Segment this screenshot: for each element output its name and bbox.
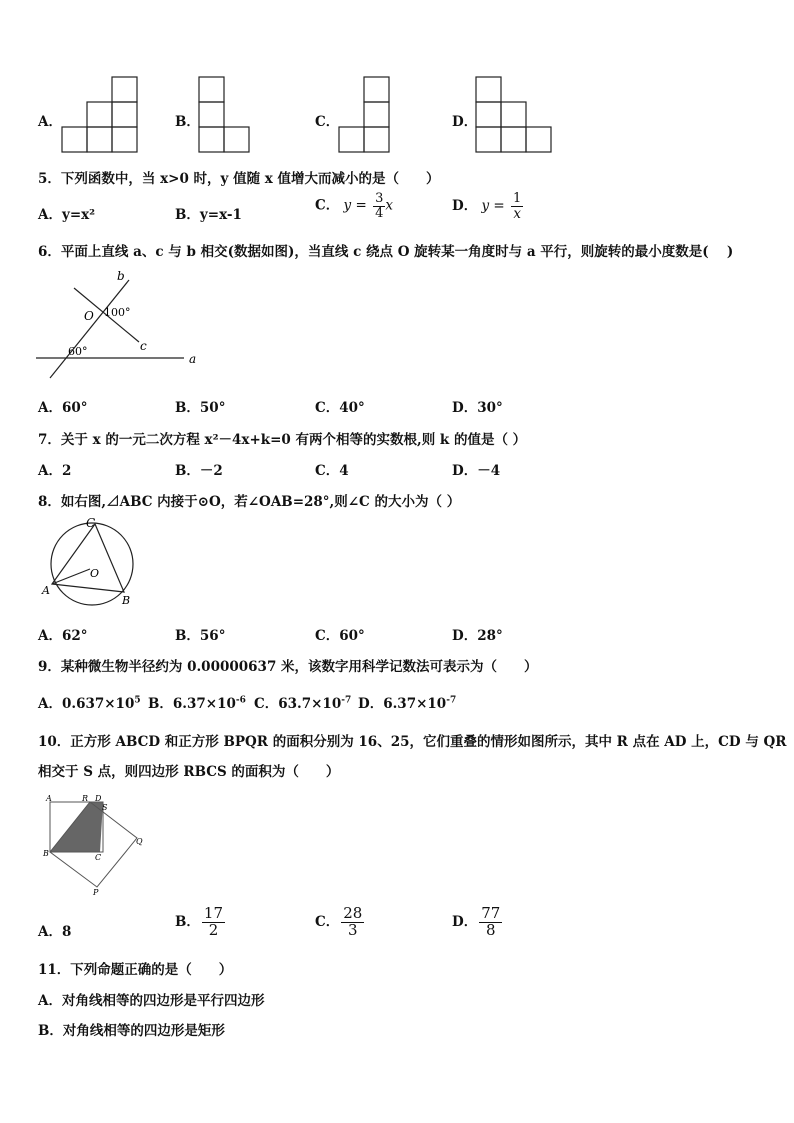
q4-figure-d — [474, 76, 554, 156]
q9-c-base: C．63.7×10 — [254, 696, 342, 712]
q4-figure-a — [60, 76, 140, 156]
label-a: a — [189, 352, 197, 366]
line-b — [50, 280, 129, 378]
q10-figure — [40, 792, 150, 900]
label-c: C — [95, 853, 102, 862]
q10-option-d-label: D． — [452, 913, 478, 930]
label-c: C — [86, 516, 96, 530]
q6-figure — [34, 268, 209, 383]
q9-a-exp: 5 — [134, 695, 141, 706]
q10-stem-line2: 相交于 S 点，则四边形 RBCS 的面积为（ ） — [38, 764, 340, 780]
q5-option-c — [315, 192, 393, 220]
label-d: D — [95, 794, 102, 803]
q10-c-denominator: 3 — [348, 920, 358, 939]
q9-c-exp: 7 — [344, 695, 352, 706]
q8-option-a: A．62° — [38, 628, 88, 644]
q9-stem: 9．某种微生物半径约为 0.00000637 米，该数字用科学记数法可表示为（ ） — [38, 659, 538, 675]
q5-option-c-expr: y = — [343, 197, 367, 214]
q10-b-denominator: 2 — [208, 920, 219, 939]
q7-option-d: D．－4 — [452, 463, 501, 479]
q8-figure — [40, 514, 140, 612]
label-o: O — [90, 567, 100, 580]
q5-option-d-expr: y = — [481, 197, 505, 214]
q4-figure-c — [337, 76, 393, 156]
q7-option-a: A．2 — [38, 463, 72, 479]
label-b: b — [117, 269, 125, 283]
q7-stem: 7．关于 x 的一元二次方程 x²－4x+k=0 有两个相等的实数根,则 k 的值是（ ） — [38, 432, 527, 448]
q9-b-exp: 6 — [239, 695, 246, 706]
q9-option-c: C．$63.7\times 10^{-7}$ — [254, 695, 352, 712]
q10-option-c — [315, 906, 364, 939]
label-a: A — [42, 584, 50, 597]
q10-option-c-label: C． — [315, 913, 340, 930]
q8-option-c: C．60° — [315, 628, 365, 644]
q10-option-b-label: B． — [175, 913, 200, 930]
q11-stem: 11．下列命题正确的是（ ） — [38, 962, 233, 978]
q8-option-d: D．28° — [452, 628, 503, 644]
label-b: B — [43, 849, 49, 858]
circle-o — [51, 523, 133, 605]
q6-option-a: A．60° — [38, 400, 88, 416]
label-p: P — [93, 888, 99, 897]
q11-option-a: A．对角线相等的四边形是平行四边形 — [38, 993, 265, 1009]
q5-c-denominator: 4 — [375, 205, 384, 221]
q6-option-c: C．40° — [315, 400, 365, 416]
q5-option-d — [452, 192, 523, 221]
q10-option-b — [175, 906, 225, 939]
q10-b-numerator: 17 — [203, 904, 224, 922]
q9-d-base: D．6.37×10 — [358, 696, 447, 712]
q7-option-c: C．4 — [315, 463, 349, 479]
q6-option-d: D．30° — [452, 400, 503, 416]
q5-d-denominator: x — [513, 205, 521, 222]
q4-option-a-label: A． — [38, 114, 62, 130]
q5-option-b: B．y=x-1 — [175, 207, 242, 223]
label-s: S — [102, 803, 108, 812]
q10-d-denominator: 8 — [485, 920, 496, 939]
q11-option-b: B．对角线相等的四边形是矩形 — [38, 1023, 225, 1039]
q5-option-a: A．y=x² — [38, 207, 96, 223]
q10-option-a: A．8 — [38, 924, 72, 940]
q4-option-c-label: C． — [315, 114, 340, 130]
label-a: A — [46, 794, 52, 803]
q10-d-numerator: 77 — [481, 904, 501, 922]
q9-option-a — [38, 692, 141, 712]
q10-stem-line1: 10．正方形 ABCD 和正方形 BPQR 的面积分别为 16、25，它们重叠的情形如图所示，其中 R 点在 AD 上，CD 与 QR — [38, 734, 787, 750]
triangle-abc — [52, 524, 124, 592]
label-angle-60: 60° — [68, 345, 88, 358]
label-c: c — [140, 339, 147, 353]
q5-option-d-label: D． — [452, 197, 478, 214]
shaded-rbcs — [50, 802, 103, 852]
q9-a-base: A．0.637×10 — [38, 696, 135, 712]
label-o: O — [84, 309, 94, 323]
q4-figure-b — [197, 76, 253, 156]
label-angle-100: 100° — [104, 306, 131, 319]
q8-stem: 8．如右图,⊿ABC 内接于⊙O，若∠OAB=28°,则∠C 的大小为（ ） — [38, 494, 461, 510]
q5-c-numerator: 3 — [375, 191, 384, 206]
q5-option-c-label: C． — [315, 197, 340, 214]
q4-option-d-label: D． — [452, 114, 478, 130]
q9-option-b: B．$6.37\times 10^{-6}$ — [148, 695, 246, 712]
label-r: R — [82, 794, 89, 803]
q5-c-variable: x — [385, 197, 393, 214]
q5-stem: 5．下列函数中，当 x>0 时，y 值随 x 值增大而减小的是（ ） — [38, 171, 440, 187]
q9-b-base: B．6.37×10 — [148, 696, 236, 712]
q8-option-b: B．56° — [175, 628, 226, 644]
q10-c-numerator: 28 — [343, 904, 363, 922]
label-q: Q — [136, 837, 143, 846]
q7-option-b: B．－2 — [175, 463, 223, 479]
q5-d-numerator: 1 — [513, 191, 522, 206]
q10-option-d — [452, 906, 502, 939]
q9-option-d: D．$6.37\times 10^{-7}$ — [358, 695, 457, 712]
q6-option-b: B．50° — [175, 400, 226, 416]
q4-option-b-label: B． — [175, 114, 200, 130]
label-b: B — [122, 594, 131, 607]
q9-d-exp: 7 — [449, 695, 457, 706]
q6-stem: 6．平面上直线 a、c 与 b 相交(数据如图)，当直线 c 绕点 O 旋转某一角度时与 a 平行，则旋转的最小度数是( ) — [38, 244, 734, 260]
